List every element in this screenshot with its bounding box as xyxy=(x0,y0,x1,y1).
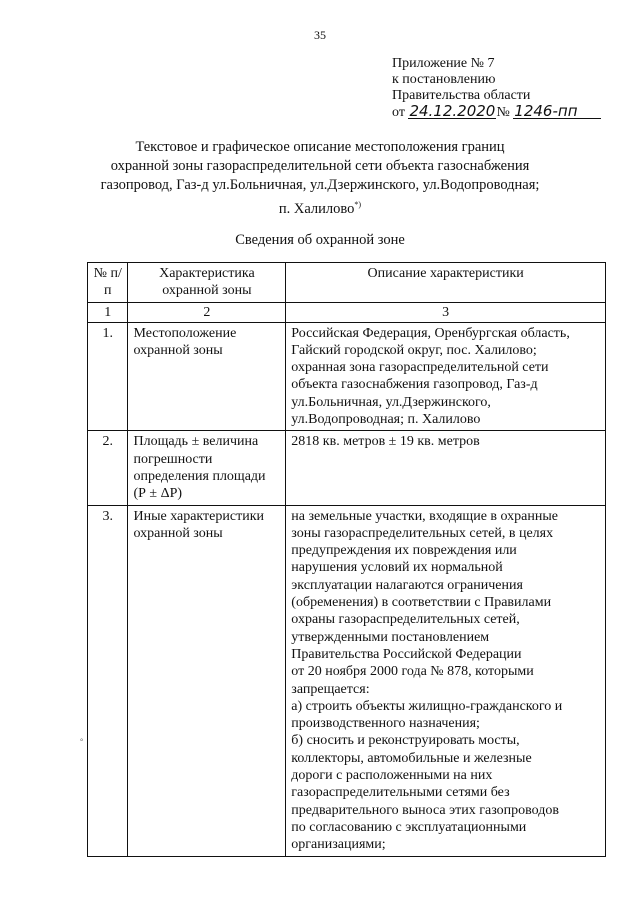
number-label: № xyxy=(496,105,510,120)
table-row xyxy=(88,322,606,431)
description-line: охранная зона газораспределительной сети xyxy=(291,360,549,376)
row-number: 3. xyxy=(88,505,128,856)
description-line: от 20 ноября 2000 года № 878, которыми xyxy=(291,664,534,680)
description-line: запрещается: xyxy=(291,681,370,697)
description-line: 2818 кв. метров ± 19 кв. метров xyxy=(291,434,480,450)
row-number: 2. xyxy=(88,431,128,505)
description-line: Гайский городской округ, пос. Халилово; xyxy=(291,342,537,358)
description-line: б) сносить и реконструировать мосты, xyxy=(291,733,520,749)
table-row xyxy=(88,505,606,856)
description-line: Правительства Российской Федерации xyxy=(291,646,522,662)
appendix-block xyxy=(392,56,601,121)
appendix-line: Правительства области xyxy=(392,88,531,103)
description-line: производственного назначения; xyxy=(291,716,480,732)
description-line: эксплуатации налагаются ограничения xyxy=(291,577,523,593)
column-number: 3 xyxy=(286,302,606,322)
description-line: охраны газораспределительных сетей, xyxy=(291,612,520,628)
column-numbering-row xyxy=(88,302,606,322)
description-line: утвержденными постановлением xyxy=(291,629,490,645)
description-line: на земельные участки, входящие в охранные xyxy=(291,508,558,524)
scan-mark: ° xyxy=(80,737,84,746)
description-line: нарушения условий их нормальной xyxy=(291,560,503,576)
title-line: п. Халилово xyxy=(278,201,355,217)
description-line: по согласованию с эксплуатационными xyxy=(291,819,527,835)
description-line: газораспределительными сетями без xyxy=(291,785,510,801)
document-title xyxy=(0,138,640,219)
description-line: Российская Федерация, Оренбургская область, xyxy=(291,325,570,341)
handwritten-number: 1246-пп xyxy=(513,104,601,119)
description-line: (обременения) в соответствии с Правилами xyxy=(291,595,552,611)
appendix-line: Приложение № 7 xyxy=(392,56,495,71)
description-line: дороги с расположенными на них xyxy=(291,768,493,784)
row-characteristic: Площадь ± величина погрешности определения площади (Р ± ΔР) xyxy=(128,431,286,505)
title-line: газопровод, Газ-д ул.Больничная, ул.Дзержинского, ул.Водопроводная; xyxy=(100,177,540,193)
description-line: организациями; xyxy=(291,837,386,853)
header-cell-number: № п/п xyxy=(88,263,128,303)
page-number: 35 xyxy=(314,28,326,42)
column-number: 1 xyxy=(88,302,128,322)
section-title: Сведения об охранной зоне xyxy=(235,232,405,248)
description-line: ул.Больничная, ул.Дзержинского, xyxy=(291,394,491,410)
header-cell-description: Описание характеристики xyxy=(286,263,606,303)
row-characteristic: Иные характеристики охранной зоны xyxy=(128,505,286,856)
appendix-line: к постановлению xyxy=(392,72,496,87)
zone-info-table xyxy=(87,262,606,857)
description-line: зоны газораспределительных сетей, в целях xyxy=(291,525,554,541)
row-description xyxy=(286,505,606,856)
description-line: предварительного выноса этих газопроводов xyxy=(291,802,559,818)
title-line: охранной зоны газораспределительной сети объекта газоснабжения xyxy=(110,158,530,174)
description-line: предупреждения их повреждения или xyxy=(291,543,517,559)
description-line: коллекторы, автомобильные и железные xyxy=(291,750,532,766)
from-label: от xyxy=(392,105,405,120)
title-line: Текстовое и графическое описание местоположения границ xyxy=(135,139,505,155)
row-description xyxy=(286,431,606,505)
header-cell-characteristic: Характеристика охранной зоны xyxy=(128,263,286,303)
row-description xyxy=(286,322,606,431)
footnote-mark: *) xyxy=(354,200,362,209)
row-number: 1. xyxy=(88,322,128,431)
description-line: ул.Водопроводная; п. Халилово xyxy=(291,412,481,428)
title-line-last xyxy=(0,195,640,219)
row-characteristic: Местоположение охранной зоны xyxy=(128,322,286,431)
description-line: объекта газоснабжения газопровод, Газ-д xyxy=(291,377,538,393)
description-line: а) строить объекты жилищно-гражданского и xyxy=(291,698,563,714)
table-row xyxy=(88,431,606,505)
handwritten-date: 24.12.2020 xyxy=(409,102,496,120)
appendix-date-number-line xyxy=(392,104,601,121)
table-header-row xyxy=(88,263,606,303)
column-number: 2 xyxy=(128,302,286,322)
